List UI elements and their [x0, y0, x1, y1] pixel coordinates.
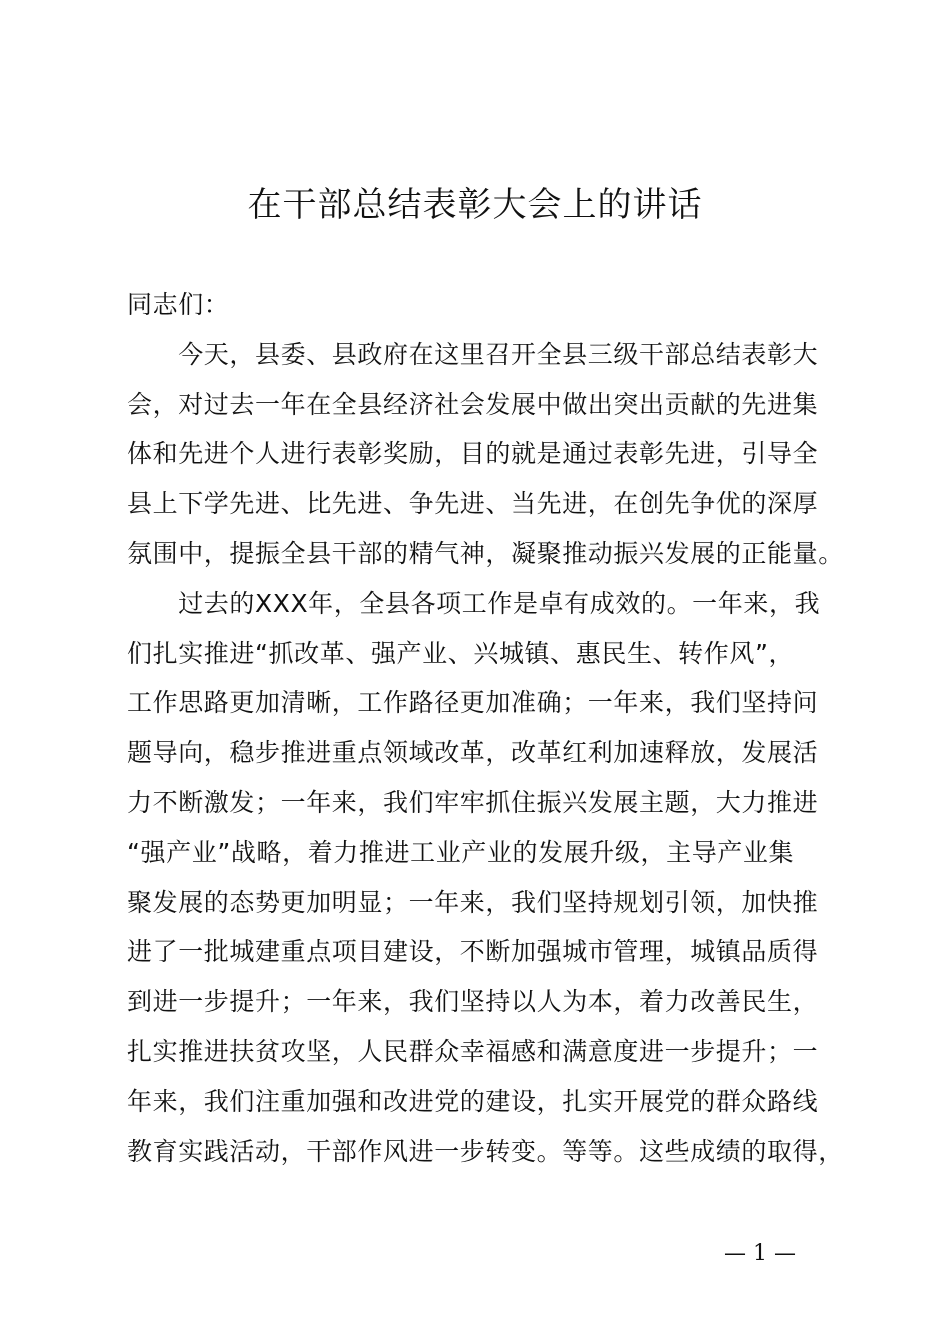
page-number: — 1 — [724, 1241, 796, 1266]
body-line: 教育实践活动，干部作风进一步转变。等等。这些成绩的取得， [127, 1136, 844, 1166]
body-line: 聚发展的态势更加明显；一年来，我们坚持规划引领，加快推 [127, 887, 819, 917]
body-line: 工作思路更加清晰，工作路径更加准确；一年来，我们坚持问 [127, 688, 819, 718]
body-line: 体和先进个人进行表彰奖励，目的就是通过表彰先进，引导全 [127, 439, 819, 469]
body-line: 进了一批城建重点项目建设，不断加强城市管理，城镇品质得 [127, 937, 819, 967]
body-line: 题导向，稳步推进重点领域改革，改革红利加速释放，发展活 [127, 738, 819, 768]
body-line: “强产业”战略，着力推进工业产业的发展升级，主导产业集 [127, 837, 795, 867]
body-line: 会，对过去一年在全县经济社会发展中做出突出贡献的先进集 [127, 389, 819, 419]
salutation-line: 同志们： [127, 290, 230, 319]
body-line: 到进一步提升；一年来，我们坚持以人为本，着力改善民生， [127, 987, 819, 1017]
document-title: 在干部总结表彰大会上的讲话 [247, 185, 703, 225]
body-line: 今天，县委、县政府在这里召开全县三级干部总结表彰大 [127, 339, 819, 369]
body-line: 扎实推进扶贫攻坚，人民群众幸福感和满意度进一步提升；一 [127, 1036, 819, 1066]
body-line: 县上下学先进、比先进、争先进、当先进，在创先争优的深厚 [127, 489, 819, 519]
body-line: 们扎实推进“抓改革、强产业、兴城镇、惠民生、转作风”， [127, 638, 795, 668]
document-body [127, 280, 847, 1176]
body-line: 过去的XXX年，全县各项工作是卓有成效的。一年来，我 [127, 588, 821, 618]
body-line: 年来，我们注重加强和改进党的建设，扎实开展党的群众路线 [127, 1086, 819, 1116]
body-line: 力不断激发；一年来，我们牢牢抓住振兴发展主题，大力推进 [127, 787, 819, 817]
body-line: 氛围中，提振全县干部的精气神，凝聚推动振兴发展的正能量。 [127, 538, 844, 568]
